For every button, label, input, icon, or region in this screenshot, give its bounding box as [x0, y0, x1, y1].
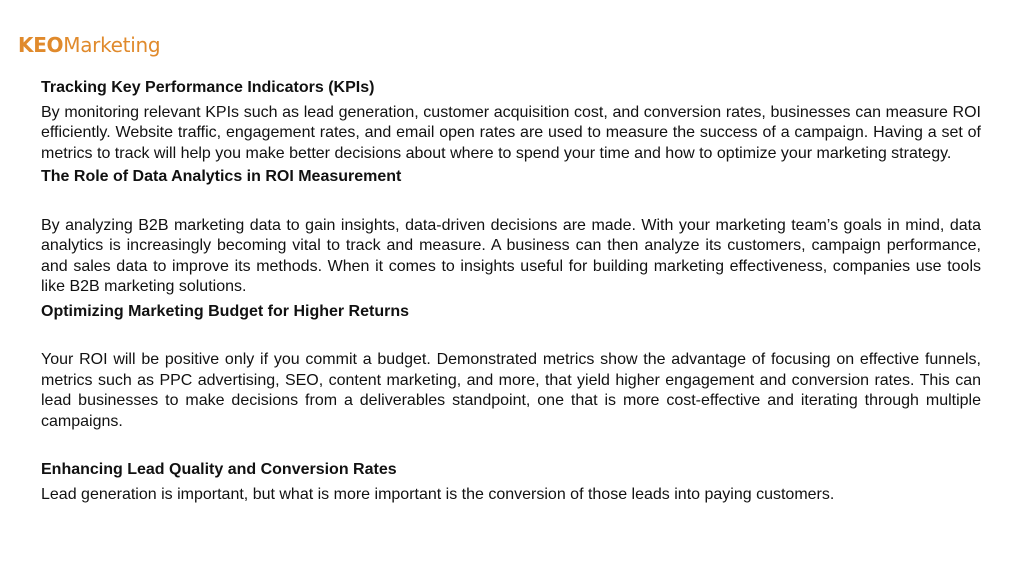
section-kpis	[41, 78, 981, 164]
logo-regular-text: Marketing	[63, 33, 161, 57]
section-heading: Tracking Key Performance Indicators (KPIs)	[41, 79, 375, 96]
section-marketing-budget	[41, 302, 981, 433]
section-data-analytics	[41, 167, 981, 298]
section-heading: Optimizing Marketing Budget for Higher Returns	[41, 302, 410, 320]
section-paragraph: Your ROI will be positive only if you commit a budget. Demonstrated metrics show the advantage of focusing on effective funnels, metrics such as PPC advertising, SEO, content marketing, and more, that yield higher engagement and conversion rates. This can lead businesses to make decisions from a deliverables standpoint, one that is more cost-effective and iterating through multiple campaigns.	[41, 351, 981, 430]
section-heading: Enhancing Lead Quality and Conversion Rates	[41, 461, 397, 478]
section-paragraph: By analyzing B2B marketing data to gain insights, data-driven decisions are made. With your marketing team’s goals in mind, data analytics is increasingly becoming vital to track and measure. A business can then analyze its customers, campaign performance, and sales data to improve its methods. When it comes to insights useful for building marketing effectiveness, companies use tools like B2B marketing solutions.	[41, 216, 981, 295]
section-paragraph: By monitoring relevant KPIs such as lead generation, customer acquisition cost, and conversion rates, businesses can measure ROI efficiently. Website traffic, engagement rates, and email open rates are used to measure the success of a campaign. Having a set of metrics to track will help you make better decisions about where to spend your time and how to optimize your marketing strategy.	[41, 103, 981, 162]
logo-bold-text: KEO	[18, 33, 64, 57]
section-lead-quality	[41, 460, 981, 505]
section-heading: The Role of Data Analytics in ROI Measurement	[41, 168, 402, 185]
keo-marketing-logo	[18, 31, 160, 59]
section-paragraph: Lead generation is important, but what is more important is the conversion of those leads into paying customers.	[41, 485, 835, 503]
article-content	[41, 78, 981, 505]
